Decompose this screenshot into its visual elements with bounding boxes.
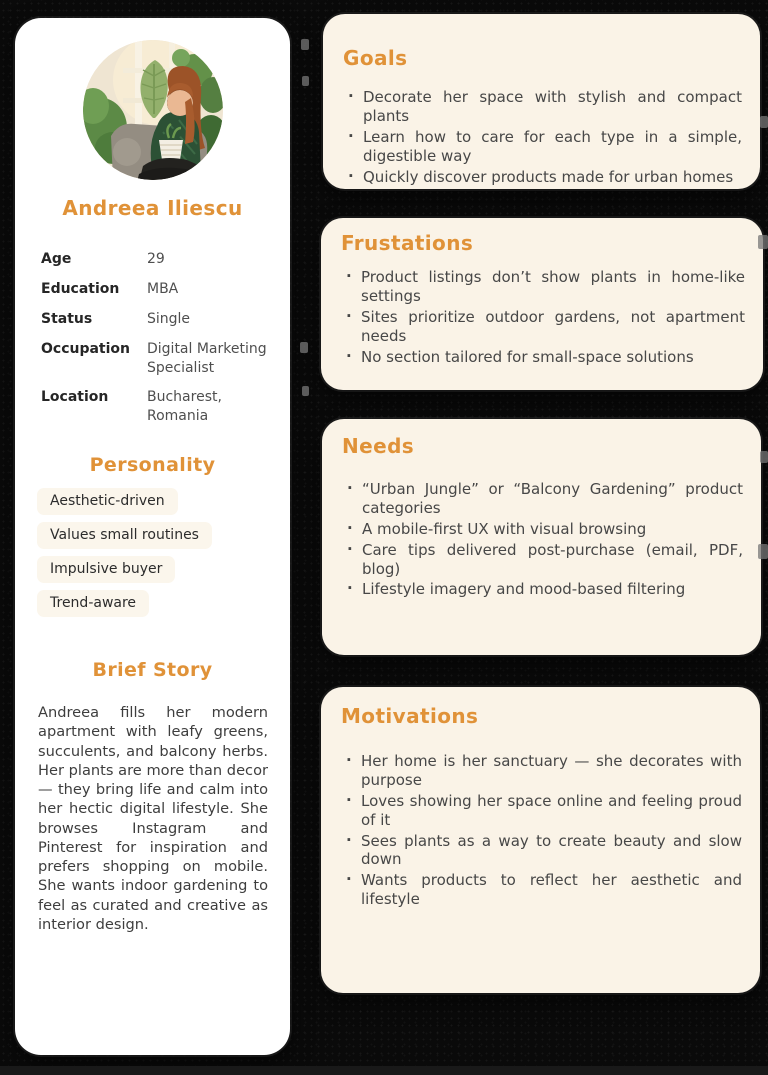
brief-story-text: Andreea fills her modern apartment with leafy greens, succulents, and balcony herbs. Her plants are more than decor — they bring life and calm into her hectic digital lifestyle. She browses Instagram and Pinterest for inspiration and prefers shopping on mobile. She wants indoor gardening to feel as curated and creative as interior design. — [38, 704, 268, 933]
list-item: · Decorate her space with stylish and compact plants — [341, 88, 742, 126]
detail-label: Occupation — [41, 340, 131, 357]
frustations-card — [321, 218, 763, 390]
detail-value: 29 — [147, 251, 165, 267]
texture-mark — [302, 386, 309, 396]
texture-mark — [758, 544, 768, 559]
detail-value: MBA — [147, 280, 179, 297]
needs-card — [322, 419, 761, 655]
list-item: · “Urban Jungle” or “Balcony Gardening” product categories — [340, 480, 743, 518]
detail-row-status — [41, 310, 278, 329]
avatar — [83, 40, 223, 180]
goals-title: Goals — [343, 46, 408, 70]
detail-value: Single — [147, 310, 191, 327]
detail-row-occupation — [41, 340, 278, 378]
texture-mark — [760, 451, 768, 463]
profile-card — [15, 18, 290, 1055]
persona-name: Andreea Iliescu — [62, 196, 243, 220]
frustations-list — [339, 268, 745, 366]
texture-mark — [758, 235, 768, 249]
list-item: · Sees plants as a way to create beauty and slow down — [339, 832, 742, 870]
detail-label: Education — [41, 280, 120, 297]
personality-tag: Values small routines — [37, 522, 212, 549]
texture-mark — [300, 342, 308, 353]
list-item: · Her home is her sanctuary — she decorates with purpose — [339, 752, 742, 790]
list-item: · Lifestyle imagery and mood-based filtering — [340, 580, 743, 599]
list-item: · Learn how to care for each type in a simple, digestible way — [341, 128, 742, 166]
needs-list — [340, 480, 743, 599]
list-item: · Loves showing her space online and feeling proud of it — [339, 792, 742, 830]
personality-tags — [37, 488, 282, 617]
bottom-edge-strip — [0, 1066, 768, 1075]
personality-title: Personality — [89, 454, 216, 477]
list-item: · Wants products to reflect her aesthetic and lifestyle — [339, 871, 742, 909]
details-list — [41, 250, 278, 426]
goals-list — [341, 88, 742, 186]
list-item: · Product listings don’t show plants in home-like settings — [339, 268, 745, 306]
motivations-title: Motivations — [341, 704, 479, 728]
detail-label: Status — [41, 310, 93, 327]
list-item: · Sites prioritize outdoor gardens, not apartment needs — [339, 308, 745, 346]
goals-card — [323, 14, 760, 189]
list-item: · Quickly discover products made for urban homes — [341, 168, 742, 187]
needs-title: Needs — [342, 434, 415, 458]
list-item: · No section tailored for small-space solutions — [339, 348, 745, 367]
detail-value: Bucharest, Romania — [147, 389, 222, 425]
detail-label: Age — [41, 251, 72, 267]
texture-mark — [760, 116, 768, 128]
detail-row-education — [41, 280, 278, 299]
personality-tag: Aesthetic-driven — [37, 488, 178, 515]
personality-tag: Trend-aware — [37, 590, 149, 617]
frustations-title: Frustations — [341, 231, 474, 255]
motivations-card — [321, 687, 760, 993]
detail-row-age — [41, 250, 278, 269]
texture-mark — [301, 39, 309, 50]
detail-row-location — [41, 388, 278, 426]
detail-value: Digital Marketing Specialist — [147, 340, 267, 376]
personality-tag: Impulsive buyer — [37, 556, 175, 583]
brief-story-title: Brief Story — [92, 659, 213, 682]
list-item: · A mobile-first UX with visual browsing — [340, 520, 743, 539]
detail-label: Location — [41, 389, 109, 406]
texture-mark — [302, 76, 309, 86]
avatar-photo — [83, 40, 223, 180]
list-item: · Care tips delivered post-purchase (email, PDF, blog) — [340, 541, 743, 579]
motivations-list — [339, 752, 742, 909]
